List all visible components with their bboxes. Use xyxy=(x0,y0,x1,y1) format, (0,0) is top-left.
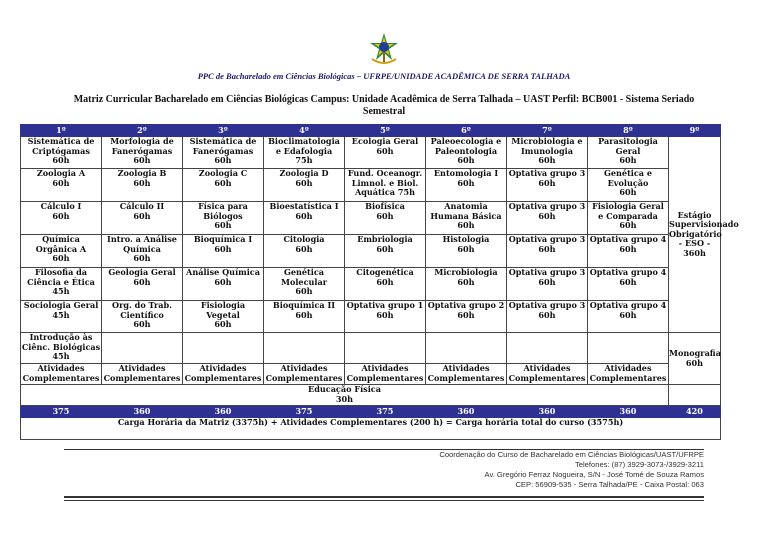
cell-line: Complementares xyxy=(427,372,505,383)
cell-line: Imunologia xyxy=(521,145,573,156)
cell-line: Orgânica A xyxy=(35,243,87,254)
course-cell xyxy=(21,169,102,202)
course-cell xyxy=(426,137,507,169)
course-cell xyxy=(588,137,669,169)
cell-line: Complementares xyxy=(508,372,586,383)
cell-line: 60h xyxy=(214,276,232,287)
cell-line: Geral xyxy=(615,145,641,156)
course-cell xyxy=(102,202,183,235)
cell-line: 60h xyxy=(619,309,637,320)
cell-line: Vegetal xyxy=(206,309,240,320)
course-cell xyxy=(507,301,588,333)
cell-line: Org. do Trab. xyxy=(112,300,172,310)
cell-line: 60h xyxy=(457,177,475,188)
course-cell xyxy=(264,202,345,235)
course-cell xyxy=(264,301,345,333)
cell-line: Sistemática de xyxy=(27,136,95,146)
cell-line: Citogenética xyxy=(356,267,414,277)
course-cell xyxy=(345,137,426,169)
cell-line: Atividades xyxy=(280,363,328,373)
course-cell xyxy=(102,301,183,333)
activities-cell xyxy=(21,364,102,385)
cell-line: Análise Química xyxy=(186,267,260,277)
cell-line: Optativa grupo 4 xyxy=(589,300,667,310)
cell-line: 60h xyxy=(538,155,556,166)
course-cell xyxy=(507,137,588,169)
cell-line: Aquática 75h xyxy=(354,187,416,198)
cell-line: Optativa grupo 4 xyxy=(589,234,667,244)
internship-cell xyxy=(669,137,739,333)
semester-total-9: 420 xyxy=(669,406,721,418)
cell-line: Obrigatório xyxy=(669,228,722,239)
semester-total-4: 375 xyxy=(264,406,345,418)
course-cell xyxy=(21,202,102,235)
course-cell xyxy=(345,169,426,202)
semester-header-9: 9º xyxy=(669,125,721,137)
course-cell xyxy=(183,235,264,268)
cell-line: Genética xyxy=(283,267,325,277)
semester-header-row xyxy=(21,125,721,137)
course-cell xyxy=(21,235,102,268)
cell-line: 60h xyxy=(133,319,151,330)
course-cell xyxy=(426,169,507,202)
course-cell xyxy=(183,301,264,333)
cell-line: Optativa grupo 1 xyxy=(346,300,424,310)
semester-header-3: 3º xyxy=(183,125,264,137)
cell-line: 60h xyxy=(619,155,637,166)
cell-line: Anatomia xyxy=(444,201,488,211)
course-cell xyxy=(588,333,669,364)
course-cell xyxy=(102,333,183,364)
cell-line: Atividades xyxy=(604,363,652,373)
cell-line: Sociologia Geral xyxy=(23,300,99,310)
cell-line: Humana Básica xyxy=(430,210,502,221)
cell-line: Ecologia Geral xyxy=(351,136,419,146)
cell-line: 60h xyxy=(214,220,232,231)
cell-line: Molecular xyxy=(281,276,327,287)
cell-line: Morfologia de xyxy=(110,136,174,146)
cell-line: Química xyxy=(42,234,80,244)
footer-rule-bottom xyxy=(64,496,704,498)
cell-line: e Comparada xyxy=(598,210,658,221)
cell-line: Cálculo II xyxy=(119,201,165,211)
curriculum-table xyxy=(20,124,739,440)
course-row xyxy=(21,169,721,202)
cell-line: Atividades xyxy=(199,363,247,373)
cell-line: 60h xyxy=(457,309,475,320)
cell-line: Citologia xyxy=(283,234,325,244)
empty-cell xyxy=(669,385,721,406)
cell-line: Atividades xyxy=(442,363,490,373)
brazil-coat-of-arms-icon xyxy=(366,31,402,67)
cell-line: Complementares xyxy=(22,372,100,383)
cell-line: 60h xyxy=(295,309,313,320)
cell-line: 60h xyxy=(538,276,556,287)
cell-line: 60h xyxy=(619,243,637,254)
activities-cell xyxy=(102,364,183,385)
cell-line: 60h xyxy=(457,155,475,166)
cell-line: Parasitologia xyxy=(598,136,658,146)
cell-line: Embriologia xyxy=(357,234,413,244)
cell-line: Histologia xyxy=(442,234,490,244)
semester-header-7: 7º xyxy=(507,125,588,137)
course-cell xyxy=(588,169,669,202)
cell-line: Física para xyxy=(198,201,248,211)
cell-line: 60h xyxy=(133,155,151,166)
cell-line: Fund. Oceanogr. xyxy=(347,168,423,178)
cell-line: Optativa grupo 3 xyxy=(508,267,586,277)
semester-header-6: 6º xyxy=(426,125,507,137)
course-cell xyxy=(21,301,102,333)
cell-line: Filosofia da xyxy=(34,267,88,277)
cell-line: Bioquímica I xyxy=(193,234,253,244)
cell-line: - ESO - xyxy=(678,238,711,249)
cell-line: Educação Física xyxy=(308,384,381,394)
semester-total-1: 375 xyxy=(21,406,102,418)
cell-line: Biofísica xyxy=(365,201,405,211)
cell-line: 60h xyxy=(685,357,704,368)
cell-line: Criptógamas xyxy=(32,145,90,156)
course-cell xyxy=(345,333,426,364)
cell-line: Optativa grupo 3 xyxy=(508,201,586,211)
cell-line: Fisiologia Geral xyxy=(592,201,664,211)
cell-line: e Edafologia xyxy=(275,145,333,156)
semester-total-7: 360 xyxy=(507,406,588,418)
cell-line: Sistemática de xyxy=(189,136,257,146)
course-cell xyxy=(264,137,345,169)
semester-header-4: 4º xyxy=(264,125,345,137)
cell-line: 45h xyxy=(52,286,70,297)
cell-line: Evolução xyxy=(607,177,649,188)
semester-header-1: 1º xyxy=(21,125,102,137)
cell-line: 360h xyxy=(683,247,706,258)
course-row xyxy=(21,268,721,301)
cell-line: 60h xyxy=(295,177,313,188)
course-cell xyxy=(345,235,426,268)
cell-line: Estágio xyxy=(677,209,712,220)
cell-line: Atividades xyxy=(523,363,571,373)
physical-education-row xyxy=(21,385,721,406)
cell-line: Optativa grupo 4 xyxy=(589,267,667,277)
cell-line: Cálculo I xyxy=(40,201,82,211)
course-cell xyxy=(426,268,507,301)
course-cell xyxy=(183,202,264,235)
cell-line: Zoologia D xyxy=(279,168,329,178)
footer-contact xyxy=(439,450,704,490)
cell-line: Bioestatística I xyxy=(269,201,339,211)
cell-line: 75h xyxy=(295,155,313,166)
cell-line: Optativa grupo 3 xyxy=(508,300,586,310)
cell-line: 60h xyxy=(214,243,232,254)
course-row xyxy=(21,235,721,268)
cell-line: 60h xyxy=(133,276,151,287)
cell-line: Zoologia C xyxy=(198,168,248,178)
cell-line: 60h xyxy=(376,243,394,254)
course-cell xyxy=(102,169,183,202)
cell-line: Microbiologia xyxy=(434,267,498,277)
cell-line: Genética e xyxy=(603,168,653,178)
footer-line: Av. Gregório Ferraz Nogueira, S/N - José Tomé de Souza Ramos xyxy=(484,470,704,479)
workload-summary: Carga Horária da Matriz (3375h) + Atividades Complementares (200 h) = Carga horária total do curso (3575h) xyxy=(21,418,721,440)
course-cell xyxy=(264,333,345,364)
cell-line: Fisiologia xyxy=(200,300,246,310)
course-cell xyxy=(345,301,426,333)
cell-line: 60h xyxy=(457,220,475,231)
course-cell xyxy=(507,202,588,235)
cell-line: Química xyxy=(123,243,161,254)
course-cell xyxy=(21,333,102,364)
cell-line: Limnol. e Biol. xyxy=(351,177,419,188)
course-cell xyxy=(588,235,669,268)
cell-line: Fanerógamas xyxy=(111,145,173,156)
course-cell xyxy=(183,268,264,301)
semester-header-2: 2º xyxy=(102,125,183,137)
activities-cell xyxy=(264,364,345,385)
activities-cell xyxy=(183,364,264,385)
cell-line: Monografia xyxy=(669,347,721,358)
semester-total-3: 360 xyxy=(183,406,264,418)
cell-line: 60h xyxy=(214,155,232,166)
course-cell xyxy=(588,202,669,235)
course-row xyxy=(21,202,721,235)
course-cell xyxy=(102,137,183,169)
monograph-cell xyxy=(669,333,721,385)
cell-line: Paleontologia xyxy=(434,145,498,156)
course-cell xyxy=(426,202,507,235)
cell-line: Bioquímica II xyxy=(272,300,336,310)
activities-cell xyxy=(426,364,507,385)
cell-line: 60h xyxy=(619,187,637,198)
course-cell xyxy=(588,301,669,333)
cell-line: Complementares xyxy=(103,372,181,383)
cell-line: 45h xyxy=(52,351,70,362)
cell-line: 60h xyxy=(538,243,556,254)
cell-line: 60h xyxy=(52,210,70,221)
cell-line: Optativa grupo 2 xyxy=(427,300,505,310)
footer-rule-bottom-thin xyxy=(64,500,704,501)
course-cell xyxy=(507,268,588,301)
summary-row xyxy=(21,418,721,440)
cell-line: 60h xyxy=(457,243,475,254)
cell-line: Científico xyxy=(120,309,164,320)
course-cell xyxy=(345,268,426,301)
course-cell xyxy=(507,235,588,268)
activities-cell xyxy=(507,364,588,385)
cell-line: Zoologia A xyxy=(36,168,86,178)
footer-line: Coordenação do Curso de Bacharelado em Ciências Biológicas/UAST/UFRPE xyxy=(439,450,704,459)
course-cell xyxy=(426,235,507,268)
cell-line: 60h xyxy=(295,243,313,254)
course-cell xyxy=(183,169,264,202)
cell-line: Introdução às xyxy=(29,332,93,342)
course-cell xyxy=(588,268,669,301)
cell-line: Fanerógamas xyxy=(192,145,254,156)
activities-cell xyxy=(588,364,669,385)
cell-line: Atividades xyxy=(37,363,85,373)
course-cell xyxy=(507,169,588,202)
cell-line: Atividades xyxy=(118,363,166,373)
cell-line: Ciência e Ética xyxy=(27,276,95,287)
cell-line: Atividades xyxy=(361,363,409,373)
activities-row xyxy=(21,364,721,385)
cell-line: Complementares xyxy=(265,372,343,383)
course-cell xyxy=(183,333,264,364)
course-row xyxy=(21,333,721,364)
cell-line: Zoologia B xyxy=(117,168,167,178)
course-cell xyxy=(102,268,183,301)
program-heading: PPC de Bacharelado em Ciências Biológicas – UFRPE/UNIDADE ACADÊMICA DE SERRA TALHADA xyxy=(197,71,571,81)
cell-line: Complementares xyxy=(346,372,424,383)
semester-total-8: 360 xyxy=(588,406,669,418)
cell-line: 60h xyxy=(538,210,556,221)
cell-line: Complementares xyxy=(184,372,262,383)
cell-line: 60h xyxy=(538,177,556,188)
course-cell xyxy=(507,333,588,364)
course-cell xyxy=(264,268,345,301)
cell-line: 60h xyxy=(214,177,232,188)
semester-total-5: 375 xyxy=(345,406,426,418)
cell-line: Optativa grupo 3 xyxy=(508,234,586,244)
semester-total-6: 360 xyxy=(426,406,507,418)
footer-line: Telefones: (87) 3929-3073-/3929-3211 xyxy=(574,460,704,469)
cell-line: 60h xyxy=(133,253,151,264)
course-row xyxy=(21,137,721,169)
cell-line: 60h xyxy=(214,319,232,330)
physical-education-cell xyxy=(21,385,669,406)
course-cell xyxy=(183,137,264,169)
cell-line: 60h xyxy=(376,276,394,287)
cell-line: 60h xyxy=(133,177,151,188)
cell-line: 60h xyxy=(619,220,637,231)
cell-line: 60h xyxy=(619,276,637,287)
course-cell xyxy=(264,169,345,202)
semester-total-2: 360 xyxy=(102,406,183,418)
cell-line: 60h xyxy=(538,309,556,320)
course-cell xyxy=(426,301,507,333)
cell-line: 60h xyxy=(52,155,70,166)
totals-row xyxy=(21,406,721,418)
course-cell xyxy=(21,137,102,169)
footer-line: CEP: 56909-535 - Serra Talhada/PE - Caixa Postal: 063 xyxy=(515,480,704,489)
cell-line: 60h xyxy=(133,210,151,221)
cell-line: Microbiologia e xyxy=(511,136,583,146)
cell-line: 60h xyxy=(52,253,70,264)
cell-line: 60h xyxy=(52,177,70,188)
cell-line: Geologia Geral xyxy=(108,267,176,277)
cell-line: Bioclimatologia xyxy=(268,136,340,146)
cell-line: Intro. a Análise xyxy=(107,234,177,244)
course-cell xyxy=(21,268,102,301)
course-cell xyxy=(345,202,426,235)
cell-line: 60h xyxy=(457,276,475,287)
course-cell xyxy=(264,235,345,268)
activities-cell xyxy=(345,364,426,385)
semester-header-5: 5º xyxy=(345,125,426,137)
cell-line: 45h xyxy=(52,309,70,320)
cell-line: 60h xyxy=(376,210,394,221)
cell-line: Ciênc. Biológicas xyxy=(21,341,101,352)
cell-line: Biólogos xyxy=(203,210,243,221)
cell-line: Complementares xyxy=(589,372,667,383)
semester-header-8: 8º xyxy=(588,125,669,137)
cell-line: 60h xyxy=(295,286,313,297)
cell-line: Optativa grupo 3 xyxy=(508,168,586,178)
cell-line: Paleoecologia e xyxy=(430,136,502,146)
cell-line: Supervisionado xyxy=(669,219,739,230)
cell-line: 30h xyxy=(335,393,354,404)
cell-line: Entomologia I xyxy=(433,168,499,178)
course-cell xyxy=(102,235,183,268)
course-row xyxy=(21,301,721,333)
cell-line: 60h xyxy=(376,145,394,156)
cell-line: 60h xyxy=(376,309,394,320)
page-title: Matriz Curricular Bacharelado em Ciências Biológicas Campus: Unidade Acadêmica de Serra Talhada – UAST Perfil: BCB001 - Sistema Seriado Semestral xyxy=(73,94,695,117)
cell-line: 60h xyxy=(295,210,313,221)
course-cell xyxy=(426,333,507,364)
